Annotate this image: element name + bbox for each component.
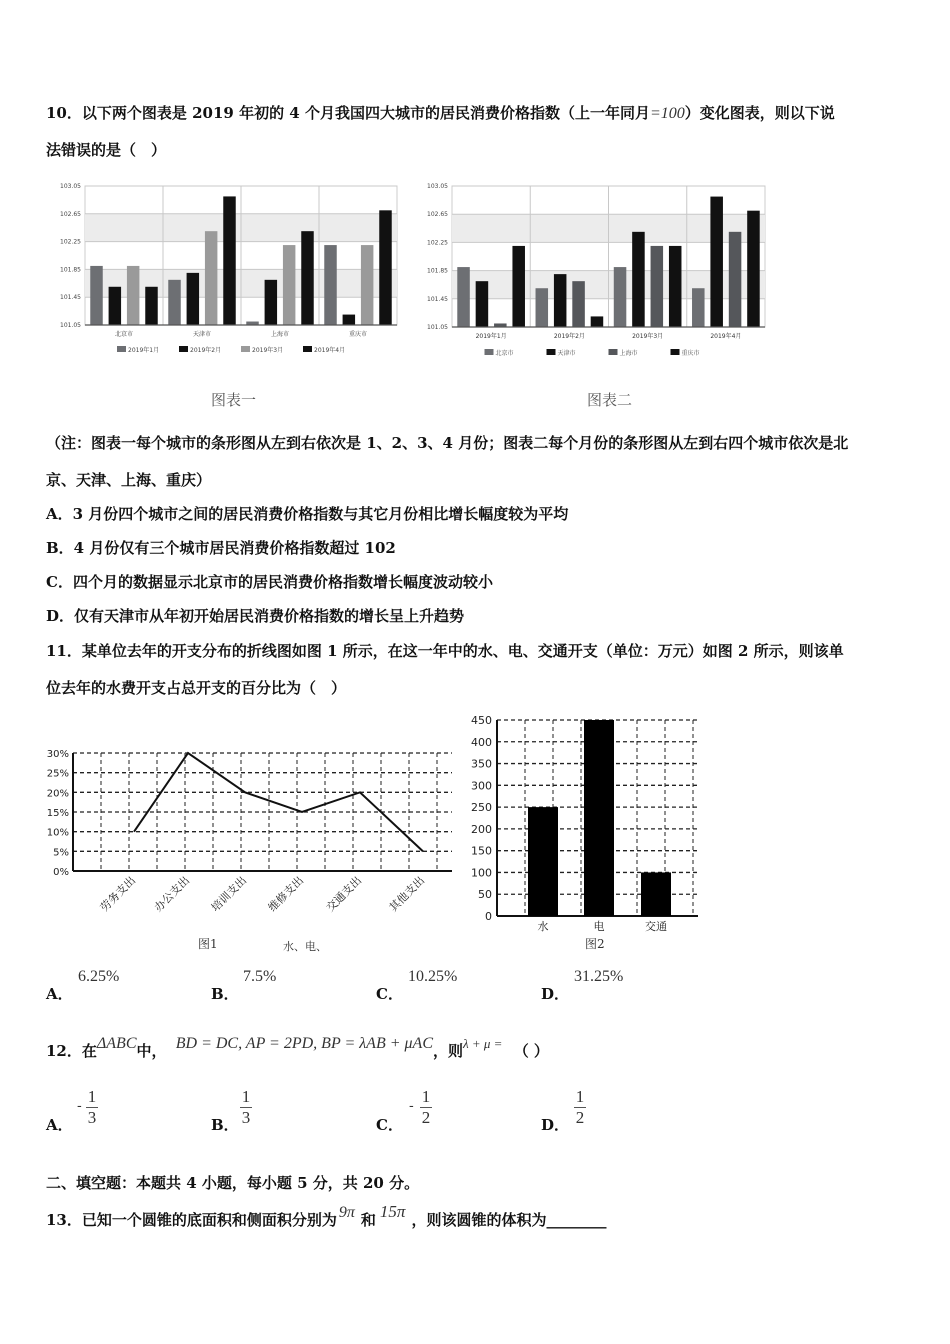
q11-option-d-label: D． (541, 985, 570, 1003)
legend-swatch (671, 349, 680, 355)
q12-option-a-label: A． (46, 1116, 73, 1134)
y-tick-label: 101.45 (60, 294, 81, 302)
bar-2019年3月 (283, 245, 295, 325)
q11-option-b-label: B． (211, 985, 239, 1003)
denominator: 3 (241, 1108, 251, 1127)
q10-math: =100 (649, 105, 685, 122)
legend-label: 2019年3月 (252, 347, 284, 354)
q12-option-c-sign: - (409, 1098, 414, 1114)
q10-line1 (46, 102, 835, 123)
bar-重庆市 (669, 246, 682, 327)
y-tick-label: 102.65 (427, 211, 448, 219)
bar-北京市 (692, 288, 705, 327)
q12-stem (46, 1032, 549, 1060)
bar-电 (584, 720, 614, 916)
x-tick-label: 电 (593, 920, 605, 933)
x-tick-label: 交通 (645, 920, 667, 933)
numerator: 1 (241, 1087, 251, 1106)
bar-2019年2月 (265, 280, 277, 325)
y-tick-label: 300 (471, 779, 492, 793)
x-tick-label: 2019年2月 (553, 333, 585, 340)
bar-2019年2月 (109, 287, 121, 325)
q13-stem (46, 1202, 607, 1230)
q11-line1: 11．某单位去年的开支分布的折线图如图 1 所示，在这一年中的水、电、交通开支（单位：万元）如图 2 所示，则该单 (46, 642, 844, 660)
legend-swatch (303, 346, 312, 352)
bar-上海市 (572, 281, 585, 327)
bar-天津市 (476, 281, 489, 327)
x-tick-label: 2019年1月 (475, 333, 507, 340)
q13-and: 和 (360, 1211, 376, 1229)
q11-option-d-value: 31.25% (574, 968, 624, 985)
q13-post: ，则该圆锥的体积为________ (411, 1211, 607, 1229)
legend-swatch (179, 346, 188, 352)
q12-prefix: 12．在 (46, 1042, 97, 1060)
y-tick-label: 101.05 (427, 324, 448, 331)
x-tick-label: 北京市 (114, 331, 134, 338)
bar-水 (528, 807, 558, 916)
bar-2019年4月 (379, 210, 391, 325)
y-tick-label: 103.05 (427, 183, 448, 190)
y-tick-label: 0 (485, 910, 492, 923)
q12-option-d-fraction (574, 1088, 586, 1127)
bar-2019年1月 (168, 280, 180, 325)
y-tick-label: 350 (471, 757, 492, 771)
q12-option-d-label: D． (541, 1116, 570, 1134)
q10-option-b: B．4 月份仅有三个城市居民消费价格指数超过 102 (46, 539, 396, 557)
q11-option-b-value: 7.5% (243, 968, 277, 985)
q12-mid: 中， (136, 1042, 167, 1060)
q12-option-a-fraction (86, 1088, 98, 1127)
chart1-caption: 图表一 (211, 391, 257, 409)
denominator: 2 (421, 1108, 431, 1127)
q12-expr: λ + μ = (463, 1036, 503, 1051)
q13-base-area: 9π (338, 1204, 355, 1221)
y-tick-label: 150 (471, 844, 492, 858)
bar-2019年2月 (187, 273, 199, 325)
legend-label: 北京市 (495, 350, 514, 357)
x-tick-label: 维修支出 (265, 873, 307, 915)
bar-上海市 (729, 232, 742, 327)
legend-swatch (241, 346, 250, 352)
bar-2019年1月 (324, 245, 336, 325)
bar-2019年3月 (205, 231, 217, 325)
q12-option-c-fraction (420, 1088, 432, 1127)
x-tick-label: 重庆市 (348, 331, 368, 338)
y-tick-label: 30% (46, 749, 69, 760)
bar-2019年1月 (90, 266, 102, 325)
legend-label: 天津市 (557, 350, 576, 357)
q12-option-b-label: B． (211, 1116, 239, 1134)
section2-title: 二、填空题：本题共 4 小题，每小题 5 分，共 20 分。 (46, 1174, 420, 1192)
bar-北京市 (536, 288, 549, 327)
q10-line2: 法错误的是（ ） (46, 141, 167, 159)
y-tick-label: 10% (46, 827, 69, 839)
x-tick-label: 天津市 (192, 331, 212, 338)
x-tick-label: 2019年3月 (632, 333, 664, 340)
bar-2019年3月 (127, 266, 139, 325)
legend-swatch (547, 349, 556, 355)
legend-swatch (485, 349, 494, 355)
x-tick-label: 办公支出 (151, 873, 193, 915)
bar-重庆市 (591, 316, 604, 327)
y-tick-label: 50 (478, 888, 492, 902)
q11-option-a-label: A． (46, 985, 73, 1003)
legend-label: 2019年4月 (314, 347, 346, 354)
q11-line2: 位去年的水费开支占总开支的百分比为（ ） (46, 679, 347, 697)
denominator: 3 (87, 1108, 97, 1127)
denominator: 2 (575, 1108, 585, 1127)
y-tick-label: 101.85 (60, 266, 81, 274)
x-tick-label: 上海市 (270, 331, 290, 338)
bar-2019年3月 (361, 245, 373, 325)
x-tick-label: 培训支出 (208, 873, 250, 915)
q11-option-a-value: 6.25% (78, 968, 120, 985)
fig1-caption: 图1 (198, 937, 218, 951)
bar-重庆市 (747, 211, 760, 327)
q12-option-a-sign: - (77, 1098, 82, 1114)
bar-北京市 (614, 267, 627, 327)
numerator: 1 (87, 1087, 97, 1106)
q10-option-d: D．仅有天津市从年初开始居民消费价格指数的增长呈上升趋势 (46, 607, 465, 625)
bar-北京市 (457, 267, 470, 327)
y-tick-label: 102.25 (60, 238, 81, 246)
fig1-note: 水、电、 (283, 940, 327, 953)
q11-option-c-value: 10.25% (408, 968, 458, 985)
q12-then: ，则 (432, 1042, 463, 1060)
q11-option-c-label: C． (376, 985, 403, 1003)
q10-text: 10．以下两个图表是 2019 年初的 4 个月我国四大城市的居民消费价格指数（上一年同月 (46, 104, 650, 122)
x-tick-label: 其他支出 (386, 873, 428, 915)
legend-swatch (609, 349, 618, 355)
q12-triangle: ΔABC (96, 1035, 137, 1052)
y-tick-label: 20% (46, 788, 69, 800)
y-tick-label: 0% (53, 867, 69, 878)
y-tick-label: 200 (471, 822, 492, 836)
fig2-caption: 图2 (585, 937, 605, 951)
data-line (134, 753, 423, 851)
bar-交通 (641, 872, 671, 916)
q10-text-post: ）变化图表，则以下说 (684, 104, 835, 122)
bar-天津市 (710, 197, 723, 327)
y-tick-label: 5% (53, 847, 69, 859)
bar-重庆市 (512, 246, 525, 327)
legend-label: 上海市 (619, 350, 638, 357)
numerator: 1 (575, 1087, 585, 1106)
x-tick-label: 2019年4月 (710, 333, 742, 340)
q10-option-a: A．3 月份四个城市之间的居民消费价格指数与其它月份相比增长幅度较为平均 (46, 505, 569, 523)
numerator: 1 (421, 1087, 431, 1106)
y-tick-label: 400 (471, 735, 492, 749)
q13-pre: 13．已知一个圆锥的底面积和侧面积分别为 (46, 1211, 337, 1229)
y-tick-label: 15% (46, 808, 69, 819)
q12-option-b-fraction (240, 1088, 252, 1127)
q13-lateral-area: 15π (379, 1202, 406, 1221)
bar-上海市 (651, 246, 664, 327)
bar-天津市 (554, 274, 567, 327)
legend-label: 2019年1月 (128, 347, 160, 354)
y-tick-label: 101.45 (427, 295, 448, 303)
y-tick-label: 250 (471, 801, 492, 815)
bar-2019年4月 (145, 287, 157, 325)
y-tick-label: 100 (471, 866, 492, 880)
x-tick-label: 交通支出 (323, 873, 365, 915)
x-tick-label: 水 (537, 920, 549, 933)
q12-condition: BD = DC, AP = 2PD, BP = λAB + μAC (175, 1035, 433, 1052)
legend-label: 重庆市 (681, 350, 700, 357)
q12-paren: （ ） (513, 1042, 549, 1060)
q10-note-line1: （注：图表一每个城市的条形图从左到右依次是 1、2、3、4 月份；图表二每个月份的条形图从左到右四个城市依次是北 (46, 434, 849, 452)
q10-note-line2: 京、天津、上海、重庆） (46, 471, 212, 489)
bar-2019年2月 (343, 315, 355, 325)
y-tick-label: 101.85 (427, 267, 448, 275)
y-tick-label: 103.05 (60, 183, 81, 190)
y-tick-label: 102.25 (427, 239, 448, 247)
legend-label: 2019年2月 (190, 347, 222, 354)
y-tick-label: 101.05 (60, 322, 81, 329)
chart2-caption: 图表二 (587, 391, 633, 409)
q10-option-c: C．四个月的数据显示北京市的居民消费价格指数增长幅度波动较小 (46, 573, 493, 591)
legend-swatch (117, 346, 126, 352)
bar-2019年4月 (301, 231, 313, 325)
x-tick-label: 劳务支出 (97, 873, 139, 915)
y-tick-label: 102.65 (60, 210, 81, 218)
y-tick-label: 450 (471, 714, 492, 727)
bar-天津市 (632, 232, 645, 327)
y-tick-label: 25% (46, 768, 69, 780)
bar-2019年4月 (223, 196, 235, 325)
q12-option-c-label: C． (376, 1116, 403, 1134)
